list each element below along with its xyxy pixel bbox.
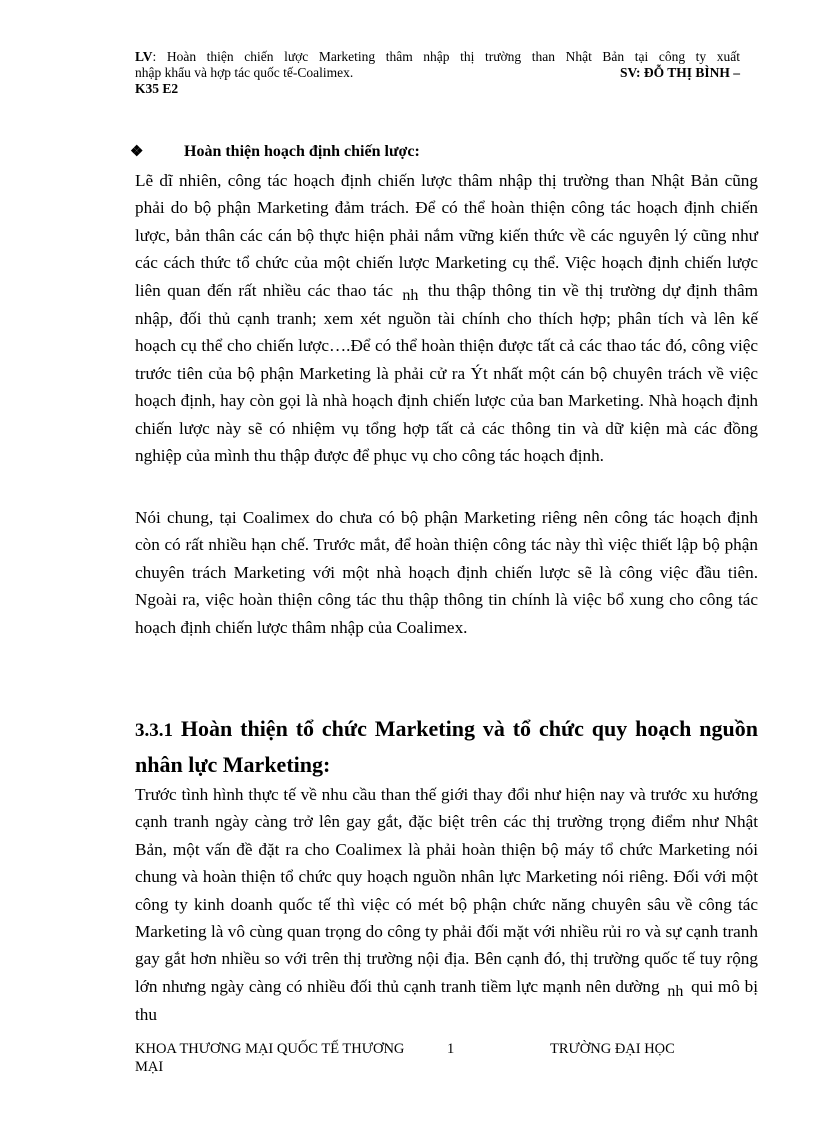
section-title: Hoàn thiện tổ chức Marketing và tổ chức quy hoạch nguồn nhân lực Marketing: (135, 716, 758, 777)
header-line-2 (135, 65, 740, 81)
header-title-cont: nhập khẩu và hợp tác quốc tế-Coalimex. (135, 65, 354, 80)
header-title: : Hoàn thiện chiến lược Marketing thâm nhập thị trường than Nhật Bản tại công ty xuất (152, 49, 740, 64)
paragraph-1 (135, 167, 758, 469)
page-header (135, 49, 740, 97)
diamond-bullet-icon: ❖ (130, 144, 144, 160)
paragraph-3-text-a: Trước tình hình thực tế về nhu cầu than thế giới thay đổi như hiện nay và trước xu hướng cạnh tranh ngày càng trở lên gay gắt, đặc biệt trên các thị trường trọng điểm như Nhật Bản, một vấn đề đặt ra cho Coalimex là phải hoàn thiện bộ máy tổ chức Marketing nói chung và hoàn thiện tổ chức quy hoạch nguồn nhân lực Marketing nói riêng. Đối với một công ty kinh doanh quốc tế thì việc có mét bộ phận chức năng chuyên sâu về công tác Marketing là vô cùng quan trọng do công ty phải đối mặt với nhiều rủi ro và sự cạnh tranh gay gắt hơn nhiều so với trên thị trường nội địa. Bên cạnh đó, thị trường quốc tế tuy rộng lớn nhưng ngày càng có nhiều đối thủ cạnh tranh tiềm lực mạnh nên dường (135, 785, 758, 996)
footer-university: TRƯỜNG ĐẠI HỌC (550, 1041, 675, 1057)
paragraph-2: Nói chung, tại Coalimex do chưa có bộ phận Marketing riêng nên công tác hoạch định còn có rất nhiều hạn chế. Trước mắt, để hoàn thiện công tác này thì việc thiết lập bộ phận chuyên trách Marketing với một nhà hoạch định chiến lược sẽ là công việc đầu tiên. Ngoài ra, việc hoàn thiện công tác thu thập thông tin chính là việc bổ xung cho công tác hoạch định chiến lược thâm nhập của Coalimex. (135, 508, 758, 637)
header-line-1 (135, 49, 740, 65)
paragraph-3-text-b: qui mô bị thu (135, 976, 759, 1025)
paragraph-3 (135, 781, 758, 1029)
page-number: 1 (447, 1041, 455, 1057)
paragraph-1-text-b: thu thập thông tin về thị trường dự định thâm nhập, đối thủ cạnh tranh; xem xét nguồn tài chính cho thích hợp; phân tích và lên kế hoạch cụ thể cho chiến lược….Để có thể hoàn thiện được tất cả các thao tác đó, công việc trước tiên của bộ phận Marketing là phải cử ra Ýt nhất một cán bộ chuyên trách về việc hoạch định, hay còn gọi là nhà hoạch định chiến lược của ban Marketing. Nhà hoạch định chiến lược này sẽ có nhiệm vụ tổng hợp tất cả các thông tin và dữ kiện mà các đồng nghiệp của mình thu thập được để phục vụ cho công tác hoạch định. (135, 280, 759, 466)
header-class: K35 E2 (135, 81, 179, 96)
header-lv-label: LV (135, 49, 153, 64)
paragraph-3-nh-fragment: nh (667, 982, 684, 1000)
footer-faculty: KHOA THƯƠNG MẠI QUỐC TẾ THƯƠNG MẠI (135, 1041, 405, 1075)
header-student: SV: ĐỖ THỊ BÌNH – (619, 65, 740, 80)
section-heading (135, 712, 758, 782)
bullet-heading (130, 142, 420, 161)
section-number: 3.3.1 (135, 720, 173, 741)
paragraph-1-text-a: Lẽ dĩ nhiên, công tác hoạch định chiến lược thâm nhập thị trường than Nhật Bản cũng phải do bộ phận Marketing đảm trách. Để có thể hoàn thiện công tác hoạch định chiến lược, bản thân các cán bộ thực hiện phải nắm vững kiến thức về các nguyên lý cũng như các cách thức tổ chức của một chiến lược Marketing cụ thể. Việc hoạch định chiến lược liên quan đến rất nhiều các thao tác (135, 171, 758, 300)
bullet-heading-title: Hoàn thiện hoạch định chiến lược: (184, 142, 420, 160)
paragraph-1-nh-fragment: nh (402, 286, 419, 304)
